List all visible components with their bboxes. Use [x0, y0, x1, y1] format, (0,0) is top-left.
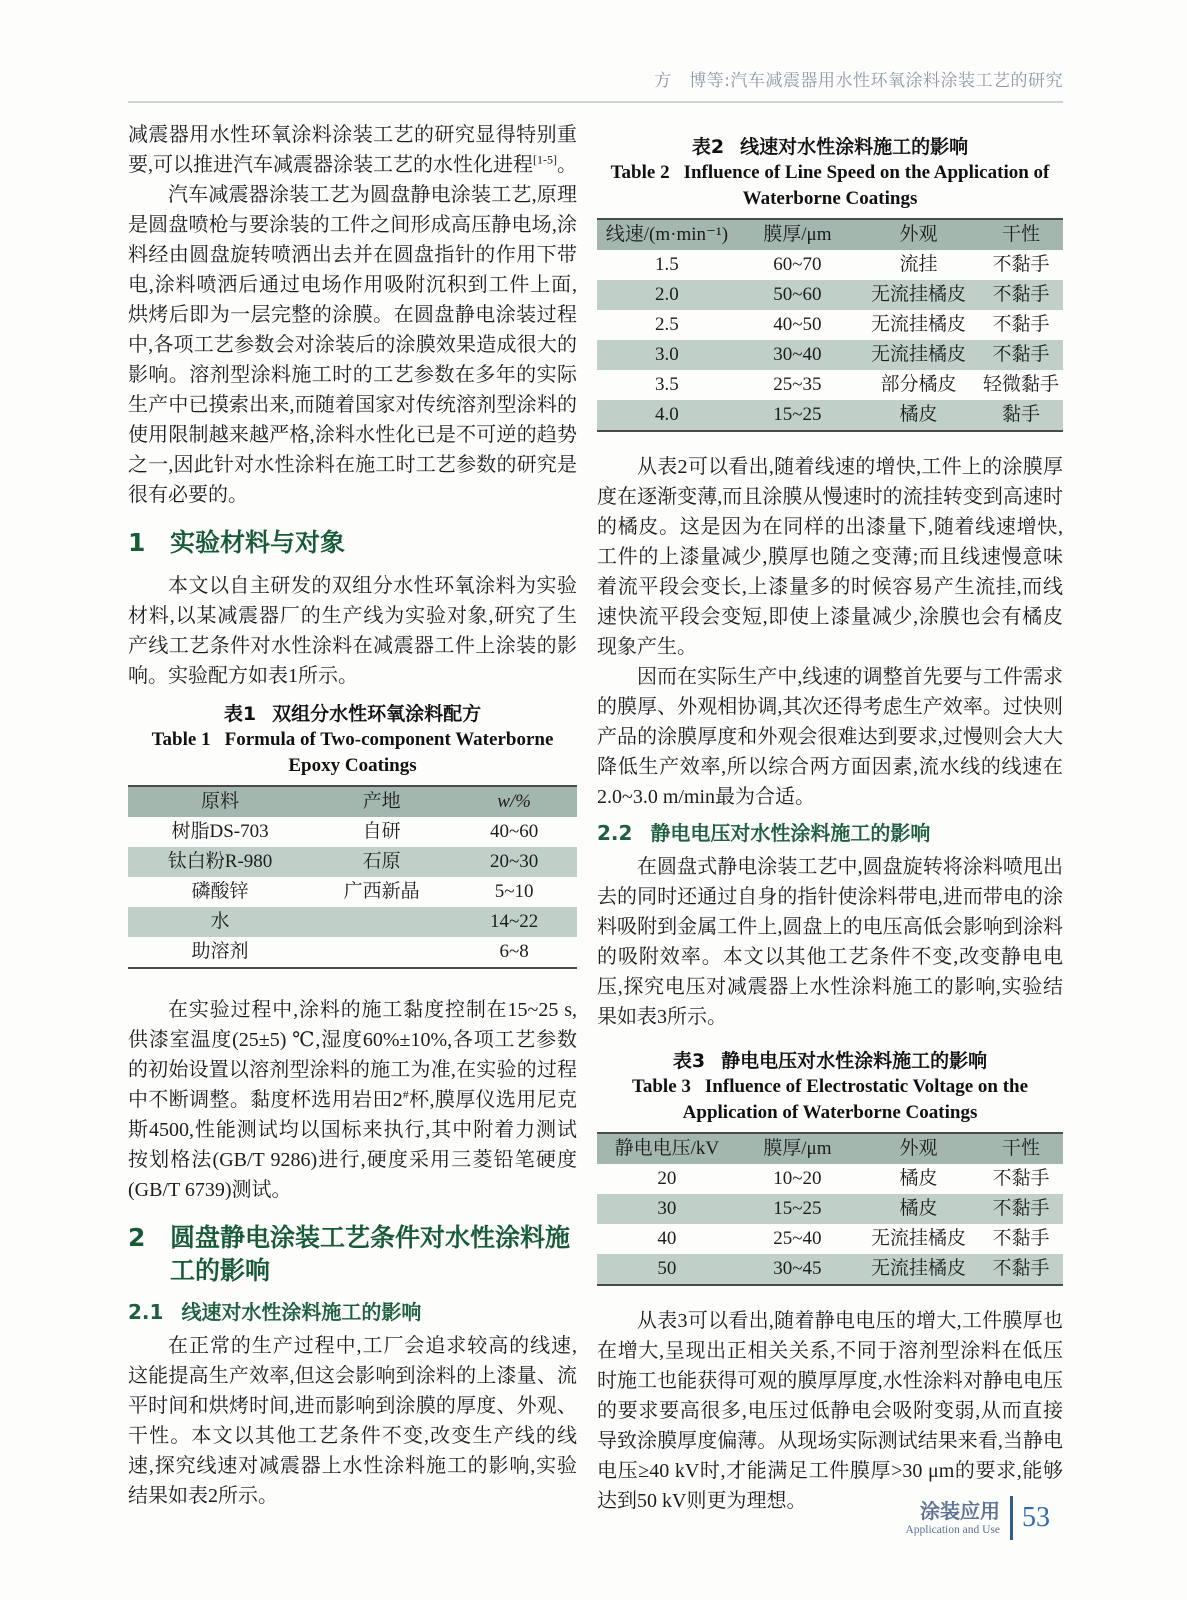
table-cell	[312, 937, 451, 968]
table-cell: 不黏手	[979, 340, 1063, 370]
table-3	[597, 1132, 1063, 1286]
paragraph	[128, 120, 577, 180]
table-cell: 40~60	[489, 821, 539, 842]
table-cell: 黏手	[979, 400, 1063, 431]
table-title-text: 静电电压对水性涂料施工的影响	[721, 1050, 988, 1072]
table-cell: 30	[597, 1194, 737, 1224]
table-cell: 25~35	[773, 374, 822, 395]
paragraph: 从表2可以看出,随着线速的增快,工件上的涂膜厚度在逐渐变薄,而且涂膜从慢速时的流挂转变到高速时的橘皮。这是因为在同样的出漆量下,随着线速增快,工件的上漆量减少,膜厚也随之变薄;而且线速慢意味着流平段会变长,上漆量多的时候容易产生流挂,而线速快流平段会变短,即使上漆量减少,涂膜也会有橘皮现象产生。	[597, 456, 1063, 658]
table-title-text: 双组分水性环氧涂料配方	[272, 703, 482, 725]
table-cell: 橘皮	[899, 1168, 938, 1189]
paragraph: 汽车减震器涂装工艺为圆盘静电涂装工艺,原理是圆盘喷枪与要涂装的工件之间形成高压静电场,涂料经由圆盘旋转喷洒出去并在圆盘指针的作用下带电,涂料喷洒后通过电场作用吸附沉积到工件上面,烘烤后即为一层完整的涂膜。在圆盘静电涂装过程中,各项工艺参数会对涂装后的涂膜效果造成很大的影响。溶剂型涂料施工时的工艺参数在多年的实际生产中已摸索出来,而随着国家对传统溶剂型涂料的使用限制越来越严格,涂料水性化已是不可逆的趋势之一,因此针对水性涂料在施工时工艺参数的研究是很有必要的。	[128, 184, 577, 506]
table-cell: 钛白粉R-980	[128, 847, 312, 877]
table-row	[128, 907, 577, 937]
column-header: 膜厚/μm	[737, 1133, 858, 1164]
table-cell: 25~40	[773, 1228, 822, 1249]
table-cell: 助溶剂	[191, 941, 249, 962]
table-cell: 20	[657, 1168, 677, 1189]
section-number: 1	[128, 528, 146, 557]
paragraph: 因而在实际生产中,线速的调整首先要与工件需求的膜厚、外观相协调,其次还得考虑生产效率。过快则产品的涂膜厚度和外观会很难达到要求,过慢则会大大降低生产效率,所以综合两方面因素,流水线的线速在2.0~3.0 m/min最为合适。	[597, 666, 1063, 808]
table-row	[597, 1254, 1063, 1285]
column-header: w/%	[451, 786, 577, 817]
journal-page	[128, 0, 1063, 1600]
table-header-row	[597, 1133, 1063, 1164]
table-label: 表3	[672, 1050, 706, 1072]
table-cell: 树脂DS-703	[171, 821, 269, 842]
table-row	[597, 370, 1063, 400]
section-title: 实验材料与对象	[170, 528, 346, 557]
paragraph: 在正常的生产过程中,工厂会追求较高的线速,这能提高生产效率,但这会影响到涂料的上漆量、流平时间和烘烤时间,进而影响到涂膜的厚度、外观、干性。本文以其他工艺条件不变,改变生产线的线速,探究线速对减震器上水性涂料施工的影响,实验结果如表2所示。	[128, 1335, 577, 1507]
table-label: Table 3	[631, 1076, 691, 1097]
right-column	[597, 120, 1063, 1516]
column-header: 外观	[858, 219, 979, 250]
table-cell: 部分橘皮	[880, 374, 957, 395]
section-2-heading	[128, 1221, 577, 1287]
subsection-title: 静电电压对水性涂料施工的影响	[650, 821, 931, 845]
section-title: 圆盘静电涂装工艺条件对水性涂料施工的影响	[170, 1223, 571, 1285]
paragraph: 在圆盘式静电涂装工艺中,圆盘旋转将涂料喷甩出去的同时还通过自身的指针使涂料带电,进而带电的涂料吸附到金属工件上,圆盘上的电压高低会影响到涂料的吸附效率。本文以其他工艺条件不变,改变静电电压,探究电压对减震器上水性涂料施工的影响,实验结果如表3所示。	[597, 856, 1063, 1028]
table-cell: 30~40	[737, 340, 858, 370]
table-cell: 橘皮	[858, 400, 979, 431]
section-1-heading	[128, 526, 577, 559]
table-cell	[312, 907, 451, 937]
table-1-title-cn	[128, 701, 577, 727]
table-cell: 无流挂橘皮	[871, 1228, 967, 1249]
table-1	[128, 785, 577, 969]
subsection-number: 2.2	[597, 821, 633, 845]
page-number: 53	[1022, 1502, 1050, 1533]
citation-ref: [1-5]	[533, 152, 557, 167]
table-cell: 不黏手	[992, 254, 1050, 275]
column-header: 原料	[128, 786, 312, 817]
footer-section-labels	[905, 1499, 1010, 1538]
table-row	[128, 817, 577, 847]
table-cell: 20~30	[451, 847, 577, 877]
section-2-2-heading	[597, 820, 1063, 846]
column-header: 干性	[979, 219, 1063, 250]
left-column	[128, 120, 577, 1516]
table-cell: 橘皮	[858, 1194, 979, 1224]
table-row	[597, 280, 1063, 310]
paragraph: 从表3可以看出,随着静电电压的增大,工件膜厚也在增大,呈现出正相关关系,不同于溶剂型涂料在低压时施工也能获得可观的膜厚厚度,水性涂料对静电电压的要求要高很多,电压过低静电会吸附变弱,从而直接导致涂膜厚度偏薄。从现场实际测试结果来看,当静电电压≥40 kV时,才能满足工件膜厚>30 μm的要求,能够达到50 kV则更为理想。	[597, 1310, 1063, 1512]
footer-section-cn: 涂装应用	[920, 1498, 1000, 1523]
table-cell: 4.0	[597, 400, 737, 431]
table-cell: 轻微黏手	[983, 374, 1060, 395]
superscript: #	[402, 1087, 409, 1102]
column-header: 干性	[979, 1133, 1063, 1164]
table-row	[128, 937, 577, 968]
table-cell: 不黏手	[979, 1254, 1063, 1285]
table-cell: 无流挂橘皮	[858, 1254, 979, 1285]
section-number: 2	[128, 1223, 146, 1252]
table-cell: 无流挂橘皮	[858, 340, 979, 370]
column-header: 线速/(m·min⁻¹)	[597, 219, 737, 250]
table-1-title-en	[128, 727, 577, 779]
table-label: Table 2	[610, 162, 670, 183]
column-header: 静电电压/kV	[597, 1133, 737, 1164]
table-2-title-en	[597, 160, 1063, 212]
table-row	[128, 847, 577, 877]
section-2-1-heading	[128, 1299, 577, 1325]
column-header: 膜厚/μm	[737, 219, 858, 250]
column-header: 产地	[312, 786, 451, 817]
table-3-title-en	[597, 1074, 1063, 1126]
page-footer	[905, 1496, 1050, 1540]
table-cell: 10~20	[773, 1168, 822, 1189]
subsection-number: 2.1	[128, 1300, 164, 1324]
table-cell: 40~50	[773, 314, 822, 335]
table-cell: 14~22	[451, 907, 577, 937]
table-cell: 5~10	[494, 881, 534, 902]
paragraph-text: 减震器用水性环氧涂料涂装工艺的研究显得特别重要,可以推进汽车减震器涂装工艺的水性化进程	[128, 124, 577, 176]
table-label: 表2	[691, 136, 725, 158]
table-cell: 不黏手	[992, 1168, 1050, 1189]
table-cell: 不黏手	[979, 1194, 1063, 1224]
table-cell: 2.5	[655, 314, 679, 335]
paragraph	[128, 995, 577, 1205]
table-cell: 1.5	[655, 254, 679, 275]
table-cell: 不黏手	[992, 1228, 1050, 1249]
table-label: Table 1	[151, 729, 211, 750]
table-label: 表1	[223, 703, 257, 725]
table-cell: 40	[657, 1228, 677, 1249]
table-cell: 不黏手	[992, 314, 1050, 335]
table-cell: 60~70	[773, 254, 822, 275]
table-cell: 不黏手	[979, 280, 1063, 310]
table-2-title	[597, 134, 1063, 212]
table-cell: 磷酸锌	[191, 881, 249, 902]
subsection-title: 线速对水性涂料施工的影响	[181, 1300, 422, 1324]
paragraph-text: 在实验过程中,涂料的施工黏度控制在15~25 s,供漆室温度(25±5) ℃,湿度60%±10%,各项工艺参数的初始设置以溶剂型涂料的施工为准,在实验的过程中不断调整。黏度杯选用岩田2	[128, 999, 577, 1111]
table-2-title-cn	[597, 134, 1063, 160]
table-2	[597, 218, 1063, 432]
table-title-text: Influence of Line Speed on the Application of Waterborne Coatings	[683, 162, 1050, 209]
table-row	[597, 400, 1063, 431]
table-header-row	[128, 786, 577, 817]
table-cell: 2.0	[597, 280, 737, 310]
table-cell: 无流挂橘皮	[871, 314, 967, 335]
table-cell: 广西新晶	[343, 881, 420, 902]
table-1-title	[128, 701, 577, 779]
footer-section-en: Application and Use	[905, 1523, 1000, 1536]
two-column-layout	[128, 120, 1063, 1516]
table-cell: 水	[128, 907, 312, 937]
table-cell: 3.5	[655, 374, 679, 395]
table-row	[128, 877, 577, 907]
table-row	[597, 310, 1063, 340]
table-cell: 3.0	[597, 340, 737, 370]
table-title-text: Formula of Two-component Waterborne Epoxy Coatings	[224, 729, 554, 776]
table-row	[597, 1194, 1063, 1224]
running-head: 方 博等:汽车减震器用水性环氧涂料涂装工艺的研究	[128, 66, 1063, 103]
table-row	[597, 340, 1063, 370]
table-cell: 15~25	[737, 1194, 858, 1224]
table-row	[597, 1164, 1063, 1194]
table-header-row	[597, 219, 1063, 250]
table-cell: 石原	[312, 847, 451, 877]
table-title-text: 线速对水性涂料施工的影响	[740, 136, 969, 158]
table-row	[597, 1224, 1063, 1254]
table-cell: 30~45	[737, 1254, 858, 1285]
table-cell: 15~25	[737, 400, 858, 431]
paragraph: 本文以自主研发的双组分水性环氧涂料为实验材料,以某减震器厂的生产线为实验对象,研究了生产线工艺条件对水性涂料在减震器工件上涂装的影响。实验配方如表1所示。	[128, 575, 577, 687]
table-3-title-cn	[597, 1048, 1063, 1074]
paragraph-text: 杯,膜厚仪选用尼克斯4500,性能测试均以国标来执行,其中附着力测试按划格法(GB/T 9286)进行,硬度采用三菱铅笔硬度(GB/T 6739)测试。	[128, 1089, 578, 1201]
column-header: 外观	[858, 1133, 979, 1164]
table-cell: 流挂	[899, 254, 938, 275]
table-row	[597, 250, 1063, 280]
table-cell: 6~8	[499, 941, 529, 962]
table-3-title	[597, 1048, 1063, 1126]
table-cell: 自研	[362, 821, 401, 842]
paragraph-text: 。	[557, 154, 577, 176]
table-cell: 50~60	[737, 280, 858, 310]
table-cell: 无流挂橘皮	[858, 280, 979, 310]
table-title-text: Influence of Electrostatic Voltage on the Application of Waterborne Coatings	[682, 1076, 1029, 1123]
table-cell: 50	[597, 1254, 737, 1285]
